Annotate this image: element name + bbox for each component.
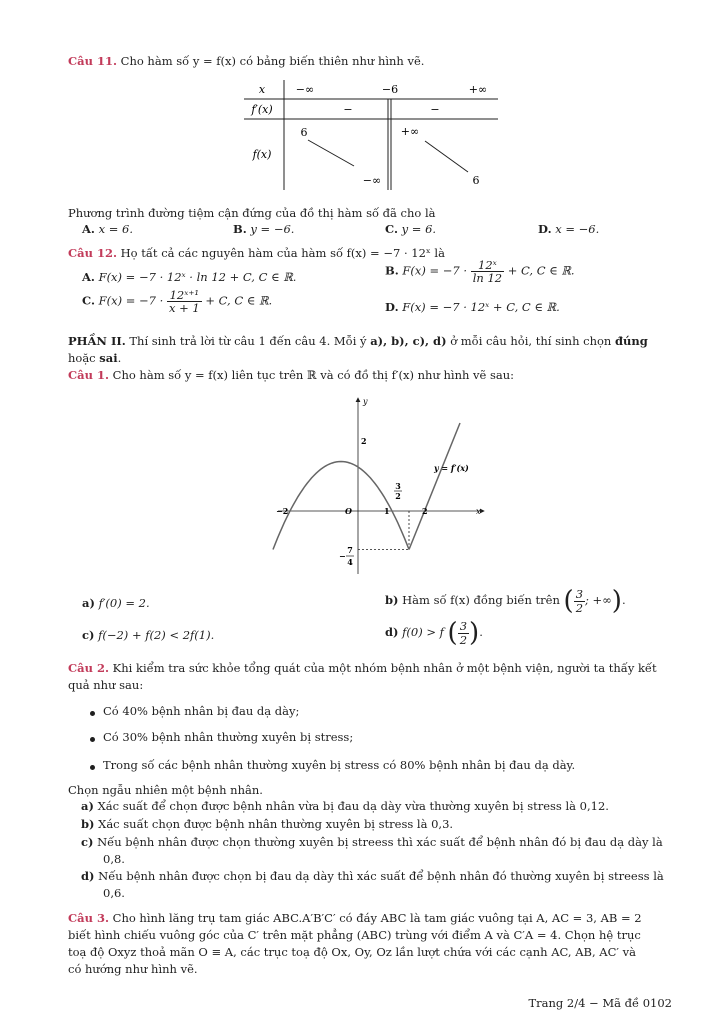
axis-x-label: x [476,507,481,516]
bullet-dot [90,765,95,770]
table-fp-label: f′(x) [251,103,273,116]
part2-instructions: PHẦN II. Thí sinh trả lời từ câu 1 đến câu 4. Mỗi ý a), b), c), d) ở mỗi câu hỏi, thí sinh chọn đúng hoặc sai. [68,334,648,365]
tick-7-4-num: 7 [347,545,353,555]
table-sign-2: − [430,103,440,116]
bullet-dot [90,737,95,742]
p2q1-b-fraction: $\frac{3}{2}$ [575,587,584,615]
p2q2-bullet-2: Có 30% bệnh nhân thường xuyên bị stress; [103,730,354,744]
table-x-label: x [258,83,266,96]
table-x-pos-inf: +∞ [468,83,488,96]
tick-2: 2 [422,506,428,516]
q11-option-c[interactable]: C. y = 6. [385,222,437,236]
p2q2-statement-c-cont: 0,8. [103,852,125,866]
p2q2-statement-d[interactable]: d) Nếu bệnh nhân được chọn bị đau dạ dày thì xác suất để bệnh nhân đó thường xuyên bị streess là [81,869,664,883]
p2q1-statement-b[interactable]: b) Hàm số f(x) đồng biến trên ( $\frac{3}{2}$ ; +∞). [385,586,626,616]
p2q2-statement-c[interactable]: c) Nếu bệnh nhân được chọn thường xuyên bị streess thì xác suất để bệnh nhân đó bị đau dạ dày là [81,835,663,849]
derivative-graph [270,392,490,582]
p2q2-label: Câu 2. [68,661,109,675]
tick-y2: 2 [361,436,367,446]
q11-question: Phương trình đường tiệm cận đứng của đồ thị hàm số đã cho là [68,206,436,220]
p2q2-bullet-1: Có 40% bệnh nhân bị đau dạ dày; [103,704,300,718]
p2q3-line-4: có hướng như hình vẽ. [68,962,198,976]
q12-header [68,246,445,260]
q12-b-fraction: $\frac{\text{12ˣ}}{\ln 12}$ [472,258,503,286]
curve-line [409,423,460,550]
q11-text: Cho hàm số y = f(x) có bảng biến thiên như hình vẽ. [120,54,425,68]
q12-option-b[interactable]: B. F(x) = −7 · $\frac{\text{12ˣ}}{\ln 12}$ + C, C ∈ ℝ. [385,258,575,286]
q12-option-d[interactable]: D. F(x) = −7 · 12ˣ + C, C ∈ ℝ. [385,300,560,314]
table-f-pos-inf: +∞ [400,125,420,138]
tick-3-2-num: 3 [395,481,401,491]
part2-heading: PHẦN II. [68,334,126,348]
q11-option-d[interactable]: D. x = −6. [538,222,600,236]
p2q2-bullet-3: Trong số các bệnh nhân thường xuyên bị stress có 80% bệnh nhân bị đau dạ dày. [103,758,576,772]
tick-neg2: −2 [276,506,289,516]
q11-label: Câu 11. [68,54,117,68]
p2q3-line-1: Câu 3. Cho hình lăng trụ tam giác ABC.A′B′C′ có đáy ABC là tam giác vuông tại A, AC = 3, AB = 2 [68,911,642,925]
p2q1-text: Cho hàm số y = f(x) liên tục trên ℝ và có đồ thị f′(x) như hình vẽ sau: [112,368,515,382]
p2q1-d-fraction: $\frac{3}{2}$ [459,619,468,647]
p2q1-statement-a[interactable]: a) f′(0) = 2. [82,596,150,610]
q11-header [68,54,424,68]
q12-option-c[interactable]: C. F(x) = −7 · $\frac{\text{12ˣ⁺¹}}{x + 1}$ + C, C ∈ ℝ. [82,288,273,316]
q12-option-a[interactable]: A. F(x) = −7 · 12ˣ · ln 12 + C, C ∈ ℝ. [82,270,297,284]
page-footer: Trang 2/4 − Mã đề 0102 [528,996,672,1010]
q12-text: Họ tất cả các nguyên hàm của hàm số f(x) = −7 · 12ˣ là [120,246,445,260]
tick-7-4-den: 4 [347,557,353,567]
p2q1-label: Câu 1. [68,368,109,382]
p2q1-statement-d[interactable]: d) f(0) > f ( $\frac{3}{2}$ ). [385,618,483,648]
tick-3-2-den: 2 [395,491,401,501]
q12-c-fraction: $\frac{\text{12ˣ⁺¹}}{x + 1}$ [168,288,200,316]
table-f-label: f(x) [252,148,272,161]
p2q2-header [68,660,674,694]
p2q2-statement-b[interactable]: b) Xác suất chọn được bệnh nhân thường xuyên bị stress là 0,3. [81,817,454,831]
q11-option-a[interactable]: A. x = 6. [82,222,133,236]
q11-option-b[interactable]: B. y = −6. [233,222,295,236]
p2q1-statement-c[interactable]: c) f(−2) + f(2) < 2f(1). [82,628,215,642]
origin-label: O [345,506,352,516]
tick-minus-sign: − [339,551,346,561]
p2q3-label: Câu 3. [68,911,109,925]
p2q2-statement-d-cont: 0,6. [103,886,125,900]
table-f-6-left: 6 [300,126,308,139]
bullet-dot [90,711,95,716]
p2q1-header [68,368,514,382]
p2q3-line-3: toạ độ Oxyz thoả mãn O ≡ A, các trục toạ độ Ox, Oy, Oz lần lượt chứa với các cạnh AC, AB, AC′ và [68,945,637,959]
table-sign-1: − [343,103,353,116]
variation-table [240,78,502,192]
table-x-neg6: −6 [381,83,399,96]
table-x-neg-inf: −∞ [295,83,315,96]
p2q3-line-2: biết hình chiếu vuông góc của C′ trên mặt phẳng (ABC) trùng với điểm A và C′A = 4. Chọn hệ trục [68,928,641,942]
p2q2-text: Khi kiểm tra sức khỏe tổng quát của một nhóm bệnh nhân ở một bệnh viện, người ta thấy kết quả như sau: [68,661,657,692]
p2q2-statement-a[interactable]: a) Xác suất để chọn được bệnh nhân vừa bị đau dạ dày vừa thường xuyên bị stress là 0,12. [81,799,609,813]
curve-label: y = f′(x) [434,463,469,473]
table-f-neg-inf: −∞ [362,174,382,187]
table-f-6-right: 6 [472,174,480,187]
q12-label: Câu 12. [68,246,117,260]
p2q2-pick: Chọn ngẫu nhiên một bệnh nhân. [68,783,263,797]
tick-1: 1 [384,506,390,516]
axis-y-label: y [363,397,368,406]
